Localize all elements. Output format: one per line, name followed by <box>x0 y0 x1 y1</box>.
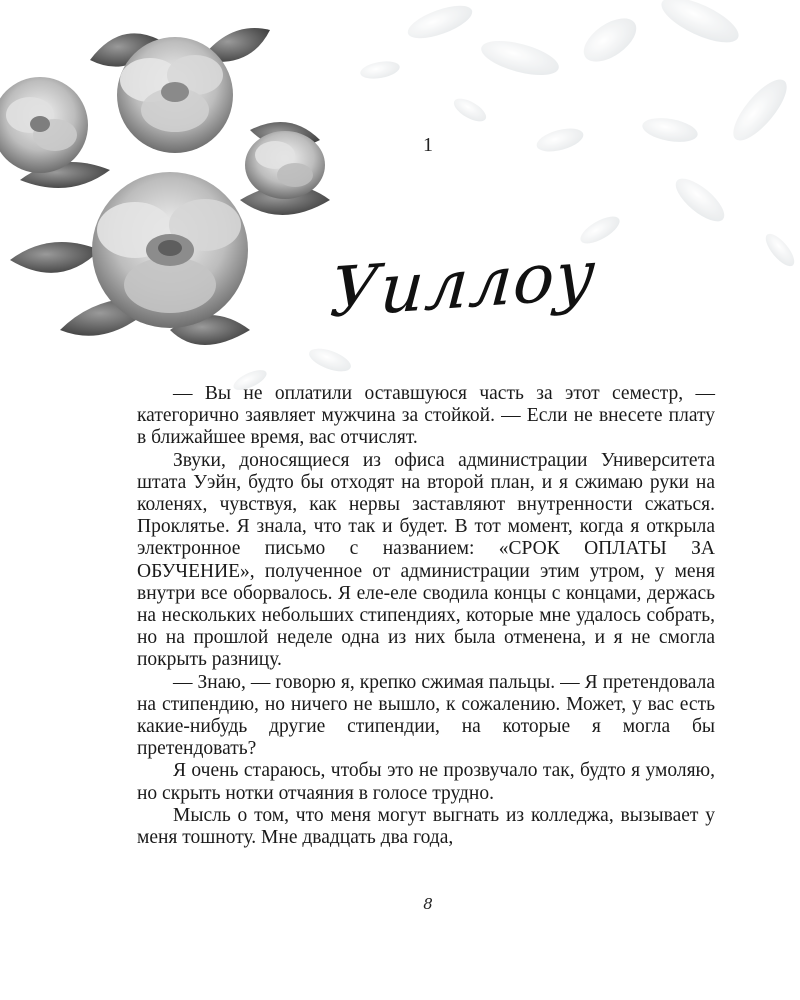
paragraph: Звуки, доносящиеся из офиса администрации Университета штата Уэйн, будто бы отходят на второй план, и я сжимаю руки на коленях, чувствуя, как нервы заставляют внутренности сжаться. Проклятье. Я знала, что так и будет. В тот момент, когда я открыла электронное письмо с названием: «СРОК ОПЛАТЫ ЗА ОБУЧЕНИЕ», полученное от администрации этим утром, у меня внутри все оборвалось. Я еле-еле сводила концы с концами, держась на нескольких небольших стипендиях, которые мне удалось собрать, но на прошлой неделе одна из них была отменена, и я не смогла покрыть разницу. <box>137 449 715 671</box>
peony-flowers-illustration <box>0 0 800 420</box>
peony-flower-top <box>117 37 233 153</box>
peony-flower-left <box>0 77 88 173</box>
chapter-title <box>327 230 599 350</box>
chapter-number: 1 <box>423 134 433 156</box>
chapter-title-text: Уиллоу <box>327 235 599 334</box>
peony-flower-large <box>92 172 248 328</box>
paragraph: Я очень стараюсь, чтобы это не прозвучало так, будто я умоляю, но скрыть нотки отчаяния в голосе трудно. <box>137 760 715 804</box>
paragraph: Мысль о том, что меня могут выгнать из колледжа, вызывает у меня тошноту. Мне двадцать два года, <box>137 804 715 849</box>
paragraph: — Знаю, — говорю я, крепко сжимая пальцы. — Я претендовала на стипендию, но ничего не вышло, к сожалению. Может, у вас есть какие-нибудь другие стипендии, на которые я могла бы претендовать? <box>137 671 715 760</box>
paragraph: — Вы не оплатили оставшуюся часть за этот семестр, — категорично заявляет мужчина за стойкой. — Если не внесете плату в ближайшее время, вас отчислят. <box>137 383 715 449</box>
peony-bud <box>245 131 325 199</box>
chapter-body <box>137 383 715 849</box>
page-number: 8 <box>423 895 433 913</box>
